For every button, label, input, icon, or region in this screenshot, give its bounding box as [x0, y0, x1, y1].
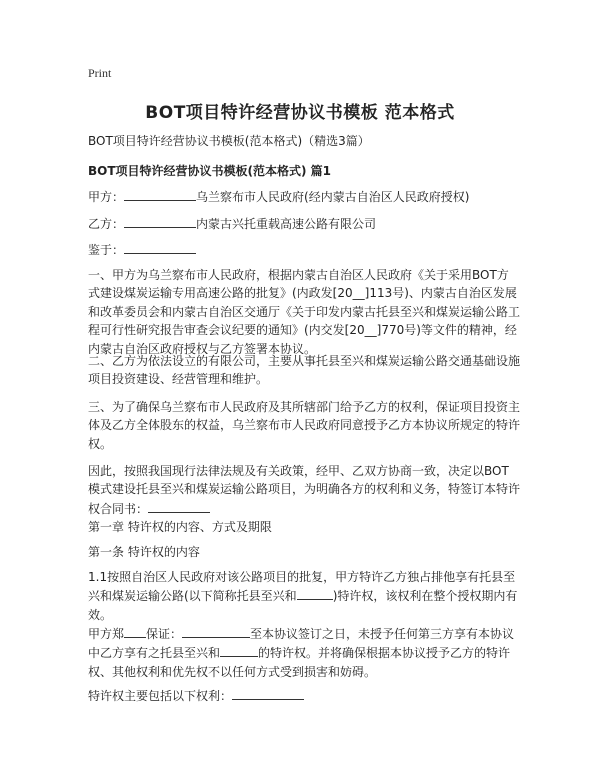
- guarantee-text-c: 至本协议签订之日，未授予任何第三方享有本协议中乙方享有之托县至兴和: [88, 627, 515, 661]
- rights-line: [88, 686, 520, 705]
- guarantee-blank-3: [220, 643, 258, 657]
- guarantee-text-d: 的特许权。并将确保根据本协议授予乙方的特许权、其他权利和优先权不以任何方式受到损害和妨碍。: [88, 646, 511, 679]
- paragraph-1-text: 一、甲方为乌兰察布市人民政府，根据内蒙古自治区人民政府《关于采用BOT方式建设煤炭运输专用高速公路的批复》(内政发[20__]113号)、内蒙古自治区发展和改革委员会和内蒙古自治区交通厅《关于印发内蒙古托县至兴和煤炭运输公路工程可行性研究报告审查会议纪要的通知》(内交发[20__]770号)等文件的精神，经内蒙古自治区政府授权与乙方签署本协议。: [88, 268, 521, 356]
- section-heading: [88, 162, 520, 180]
- guarantee-text-b: 保证：: [146, 627, 183, 641]
- clause-1-1-text-a: 1.1按照自治区人民政府对该公路项目的批复，甲方特许乙方独占排他享有托县至兴和煤炭运输公路(以下简称托县至兴和: [88, 570, 516, 604]
- signing-blank: [124, 240, 196, 254]
- article-1-text: 第一条 特许权的内容: [88, 545, 200, 559]
- guarantee-text-a: 甲方郑: [88, 627, 125, 641]
- paragraph-4-text: 因此，按照我国现行法律法规及有关政策，经甲、乙双方协商一致，决定以BOT模式建设托县至兴和煤炭运输公路项目，为明确各方的权利和义务，特签订本特许权合同书：: [88, 464, 521, 516]
- paragraph-2: [88, 352, 520, 389]
- subtitle-text: BOT项目特许经营协议书模板(范本格式)（精选3篇）: [88, 134, 370, 148]
- party-a-line: [88, 187, 520, 206]
- party-b-label: 乙方：: [88, 217, 125, 231]
- rights-label: 特许权主要包括以下权利：: [88, 689, 233, 703]
- clause-1-1-text-b: )特许权，该权利在整个授权期内有效。: [88, 589, 518, 622]
- party-b-blank: [124, 214, 196, 228]
- party-a-label: 甲方：: [88, 190, 125, 204]
- clause-1-1: [88, 568, 520, 624]
- party-b-line: [88, 214, 520, 233]
- signing-line: [88, 240, 520, 259]
- article-1: [88, 543, 520, 561]
- chapter-1: [88, 518, 520, 536]
- paragraph-1: [88, 266, 520, 358]
- signing-label: 鉴于：: [88, 243, 125, 257]
- paragraph-3: [88, 398, 520, 453]
- chapter-1-text: 第一章 特许权的内容、方式及期限: [88, 520, 272, 534]
- party-b-value: 内蒙古兴托重载高速公路有限公司: [196, 217, 377, 231]
- paragraph-4-blank: [148, 499, 210, 513]
- party-a-value: 乌兰察布市人民政府(经内蒙古自治区人民政府授权): [196, 190, 470, 204]
- paragraph-2-text: 二、乙方为依法设立的有限公司，主要从事托县至兴和煤炭运输公路交通基础设施项目投资建设、经营管理和维护。: [88, 354, 521, 387]
- page-title: BOT项目特许经营协议书模板 范本格式: [145, 103, 455, 123]
- subtitle: [88, 132, 520, 150]
- party-a-blank: [124, 187, 196, 201]
- guarantee-blank-1: [124, 624, 146, 638]
- guarantee-paragraph: [88, 624, 520, 681]
- print-link[interactable]: Print: [88, 66, 112, 80]
- rights-blank: [232, 686, 304, 700]
- paragraph-4: [88, 462, 520, 518]
- paragraph-3-text: 三、为了确保乌兰察布市人民政府及其所辖部门给予乙方的权利，保证项目投资主体及乙方全体股东的权益，乌兰察布市人民政府同意授予乙方本协议所规定的特许权。: [88, 400, 521, 451]
- section-heading-text: BOT项目特许经营协议书模板(范本格式) 篇1: [88, 164, 332, 178]
- clause-1-1-blank: [297, 586, 333, 600]
- guarantee-blank-2: [182, 624, 250, 638]
